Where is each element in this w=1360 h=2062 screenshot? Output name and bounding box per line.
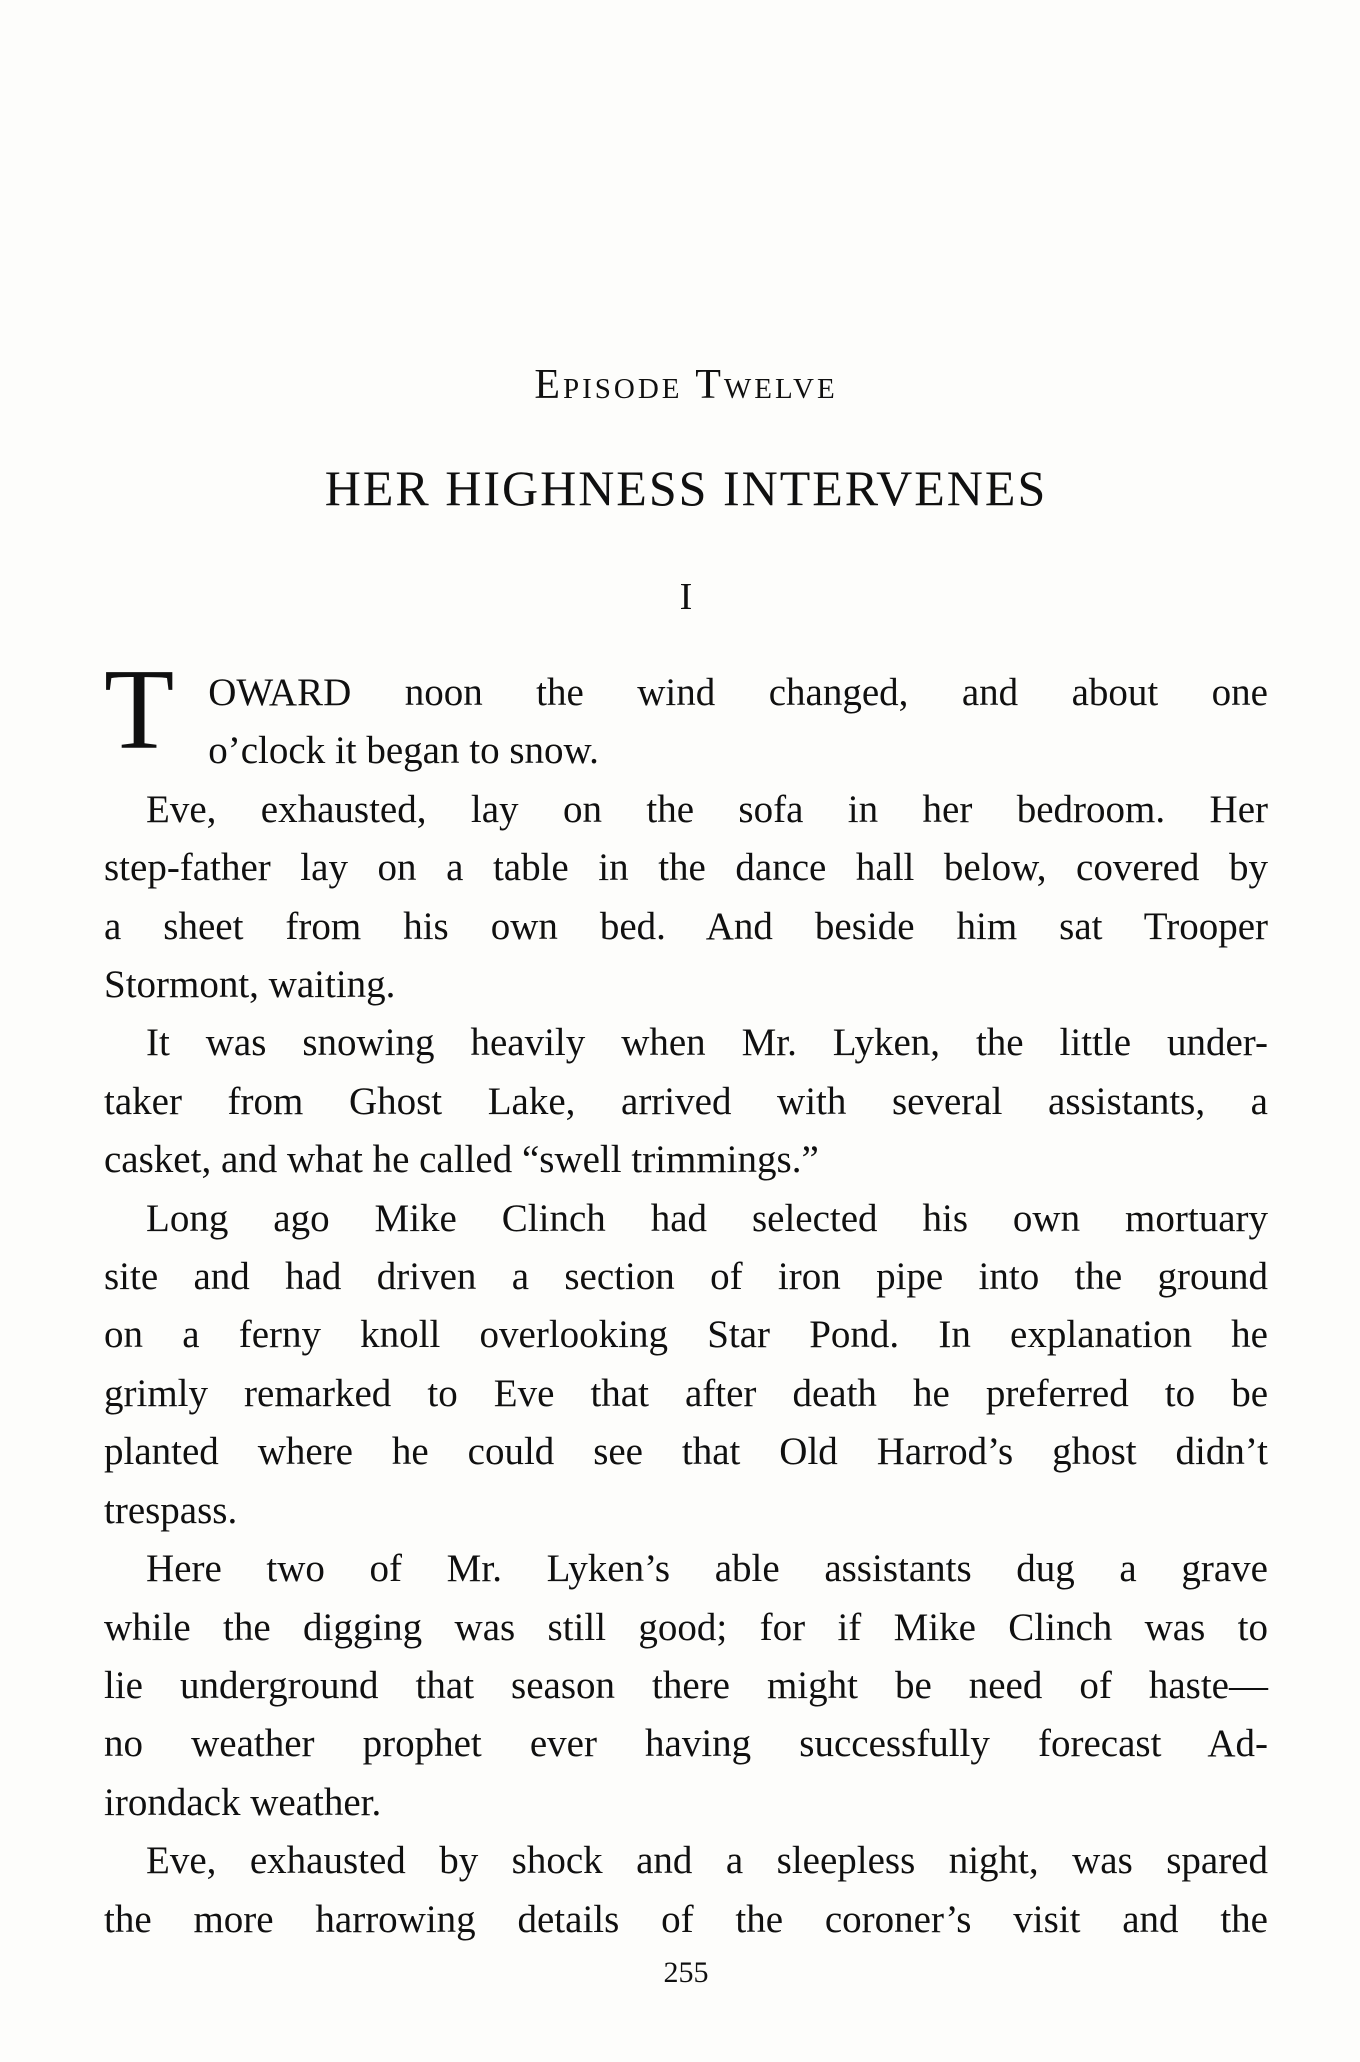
text-line: Eve, exhausted, lay on the sofa in her bedroom. Her xyxy=(146,787,1268,831)
text-line: planted where he could see that Old Harrod’s ghost didn’t xyxy=(104,1430,1268,1474)
paragraph xyxy=(104,1190,1268,1540)
text-line: It was snowing heavily when Mr. Lyken, the little under- xyxy=(146,1021,1268,1065)
paragraph xyxy=(104,646,1268,781)
text-line: OWARD noon the wind changed, and about one xyxy=(208,671,1268,714)
text-line: step-father lay on a table in the dance hall below, covered by xyxy=(104,846,1268,890)
text-line: while the digging was still good; for if Mike Clinch was to xyxy=(104,1605,1268,1649)
text-line: Eve, exhausted by shock and a sleepless night, was spared xyxy=(146,1839,1268,1883)
page-number: 255 xyxy=(663,1956,709,1989)
episode-heading: Episode Twelve xyxy=(534,362,838,408)
body-text xyxy=(104,646,1268,1949)
text-line: a sheet from his own bed. And beside him sat Trooper xyxy=(104,904,1268,948)
text-line: grimly remarked to Eve that after death he preferred to be xyxy=(104,1371,1268,1415)
text-line: the more harrowing details of the coroner’s visit and the xyxy=(104,1897,1268,1941)
paragraph xyxy=(104,1832,1268,1949)
text-line: casket, and what he called “swell trimmings.” xyxy=(104,1138,819,1182)
text-line: Here two of Mr. Lyken’s able assistants dug a grave xyxy=(146,1547,1268,1591)
text-line: no weather prophet ever having successfully forecast Ad- xyxy=(104,1722,1268,1766)
text-line: Stormont, waiting. xyxy=(104,963,396,1007)
drop-cap: T xyxy=(104,646,175,773)
section-number: I xyxy=(679,576,693,618)
chapter-title: HER HIGHNESS INTERVENES xyxy=(324,460,1048,516)
text-line: site and had driven a section of iron pipe into the ground xyxy=(104,1255,1268,1299)
paragraph xyxy=(104,1014,1268,1189)
text-line: taker from Ghost Lake, arrived with several assistants, a xyxy=(104,1079,1268,1123)
paragraph xyxy=(104,781,1268,1015)
paragraph xyxy=(104,1540,1268,1832)
text-line: on a ferny knoll overlooking Star Pond. In explanation he xyxy=(104,1313,1268,1357)
text-line: o’clock it began to snow. xyxy=(208,729,599,773)
text-line: trespass. xyxy=(104,1488,238,1532)
text-line: lie underground that season there might be need of haste— xyxy=(104,1663,1268,1707)
text-line: irondack weather. xyxy=(104,1780,382,1824)
text-line: Long ago Mike Clinch had selected his own mortuary xyxy=(146,1196,1268,1240)
